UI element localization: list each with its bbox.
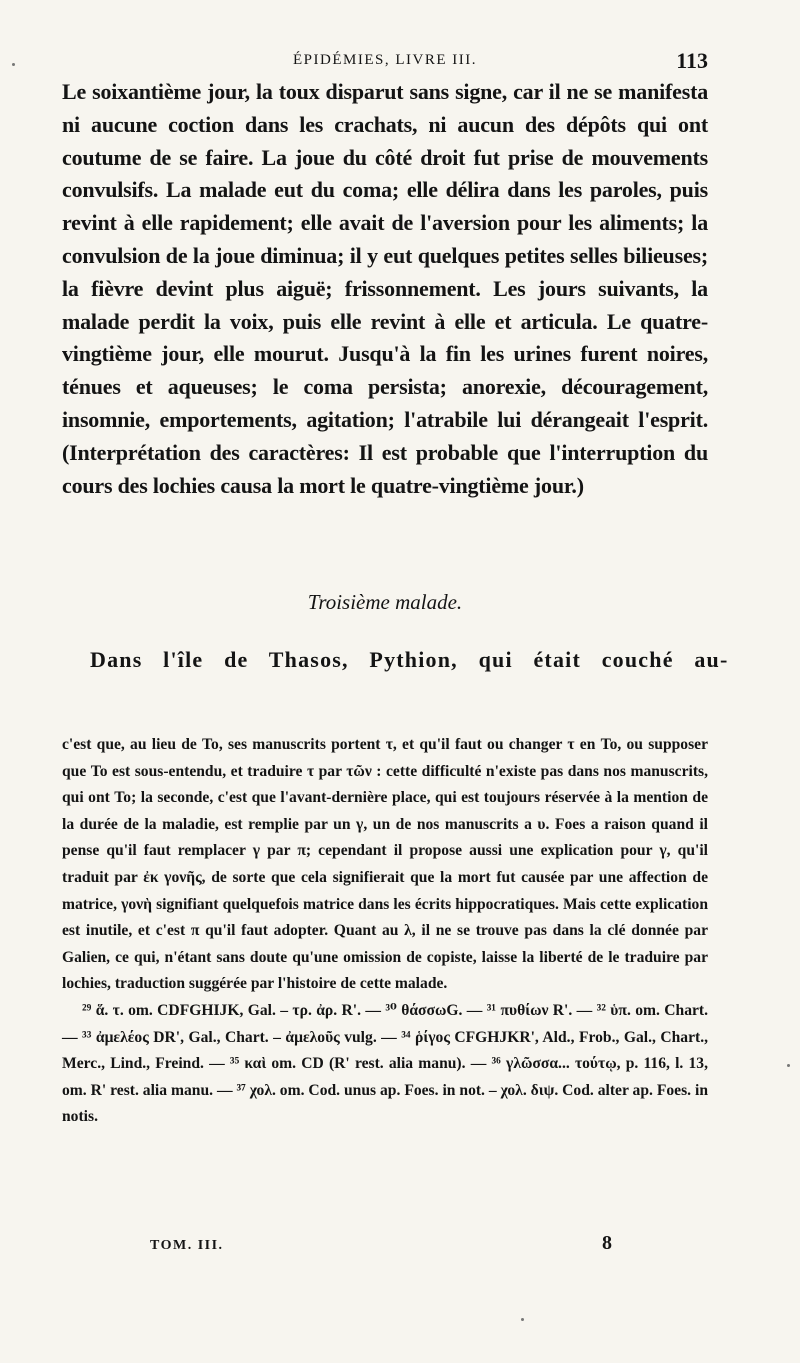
running-head-title: ÉPIDÉMIES, LIVRE III. <box>293 52 477 68</box>
signature-volume: TOM. III. <box>150 1238 224 1253</box>
footnotes <box>62 732 708 1131</box>
footnote-commentary: c'est que, au lieu de Το, ses manuscrits portent τ, et qu'il faut ou changer τ en Το, ou supposer que Το est sous-entendu, et traduire τ par τῶν : cette difficulté n'existe pas dans nos manuscrits, qui ont Το; la seconde, c'est que l'avant-dernière place, qui est toujours réservée à la mention de la durée de la maladie, est remplie par un γ, un de nos manuscrits a υ. Foes a raison quand il pense qu'il faut remplacer γ par π; cependant il propose aussi une explication pour γ, qu'il traduit par ἐκ γονῆς, de sorte que cela signifierait que la mort fut causée par une affection de matrice, γονὴ signifiant quelquefois matrice dans les écrits hippocratiques. Mais cette explication est inutile, et c'est π qu'il faut adopter. Quant au λ, il ne se trouve pas dans la clé donnée par Galien, ce qui, n'étant sans doute qu'une omission de copiste, laisse la liberté de le traduire par lochies, traduction suggérée par l'histoire de cette malade. <box>62 736 708 993</box>
paper-speck <box>12 63 15 66</box>
section-title: Troisième malade. <box>307 590 463 614</box>
section-start-text <box>62 644 729 676</box>
footnote-variants: ²⁹ ἅ. τ. om. CDFGHIJK, Gal. – τρ. ἀρ. R'. — ³⁰ θάσσωG. — ³¹ πυθίων R'. — ³² ὑπ. om. Chart. — ³³ ἀμελέος DR', Gal., Chart. – ἀμελοῦς vulg. — ³⁴ ῥίγος CFGHJKR', Ald., Frob., Gal., Chart., Merc., Lind., Freind. — ³⁵ καὶ om. CD (R' rest. alia manu). — ³⁶ γλῶσσα... τούτῳ, p. 116, l. 13, om. R' rest. alia manu. — ³⁷ χολ. om. Cod. unus ap. Foes. in not. – χολ. διψ. Cod. alter ap. Foes. in notis. <box>62 1001 708 1126</box>
main-paragraph: Le soixantième jour, la toux disparut sans signe, car il ne se manifesta ni aucune coction dans les crachats, ni aucun des dépôts qui ont coutume de se faire. La joue du côté droit fut prise de mouvements convulsifs. La malade eut du coma; elle délira dans les paroles, puis revint à elle rapidement; elle avait de l'aversion pour les aliments; la convulsion de la joue diminua; il y eut quelques petites selles bilieuses; la fièvre devint plus aiguë; frissonnement. Les jours suivants, la malade perdit la voix, puis elle revint à elle et articula. Le quatre-vingtième jour, elle mourut. Jusqu'à la fin les urines furent noires, ténues et aqueuses; le coma persista; anorexie, découragement, insomnie, emportements, agitation; l'atrabile lui dérangeait l'esprit. (Interprétation des caractères: Il est probable que l'interruption du cours des lochies causa la mort le quatre-vingtième jour.) <box>62 79 708 498</box>
running-head <box>62 48 708 74</box>
main-text <box>62 76 708 502</box>
paper-speck <box>787 1064 790 1067</box>
section-start-line: Dans l'île de Thasos, Pythion, qui était couché au- <box>90 647 729 672</box>
page-number: 113 <box>676 48 708 73</box>
paper-speck <box>521 1318 524 1321</box>
signature-mark: 8 <box>602 1232 612 1254</box>
